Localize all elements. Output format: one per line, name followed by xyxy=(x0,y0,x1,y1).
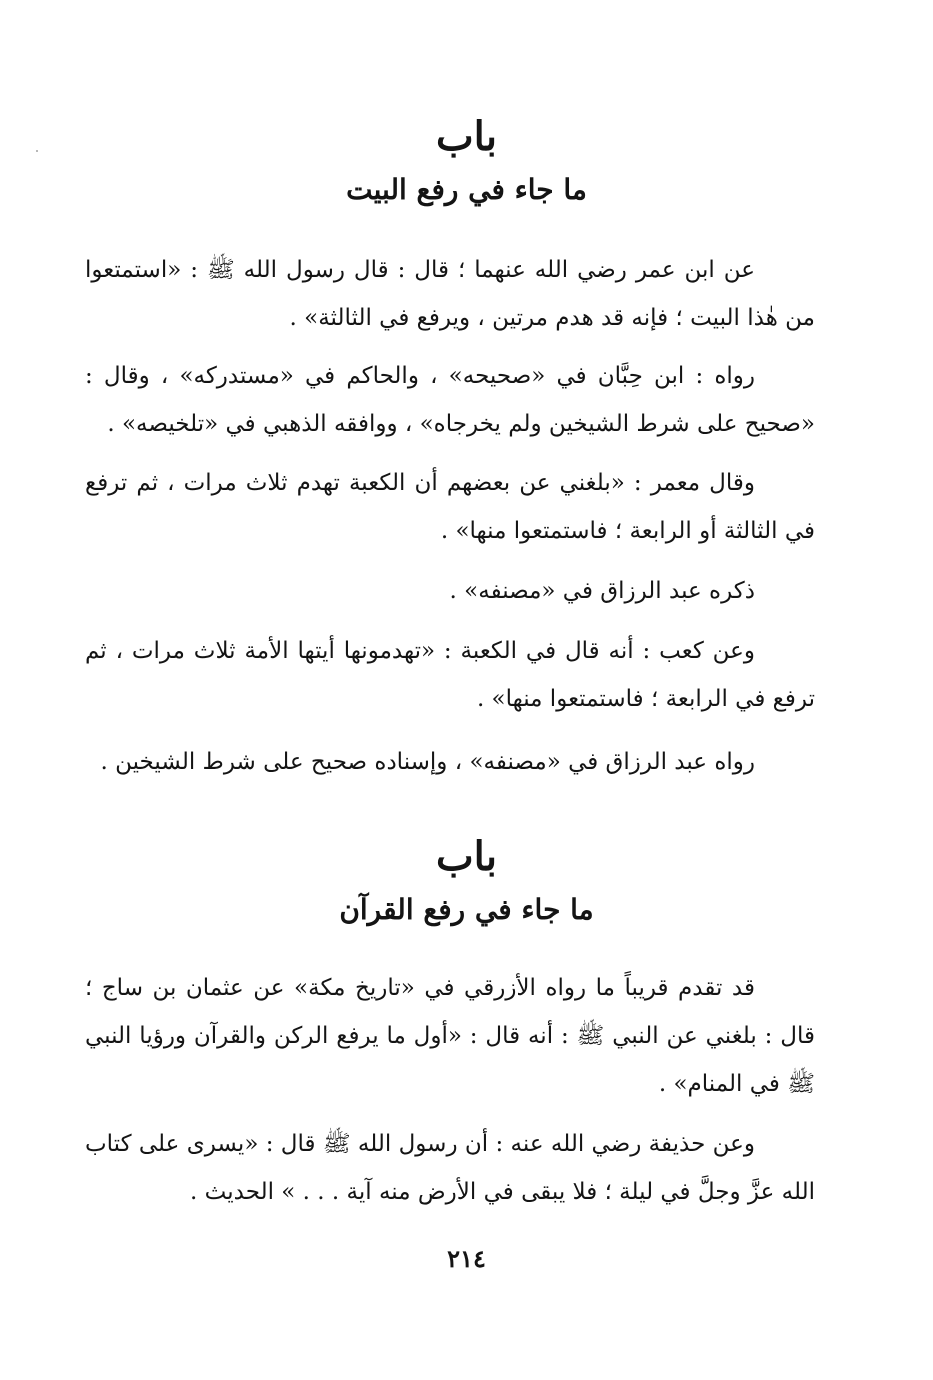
section-2-title: باب xyxy=(436,833,497,880)
paragraph: رواه : ابن حِبَّان في «صحيحه» ، والحاكم في «مستدركه» ، وقال : «صحيح على شرط الشيخين ولم يخرجاه» ، ووافقه الذهبي في «تلخيصه» . xyxy=(85,363,815,437)
paragraph: قد تقدم قريباً ما رواه الأزرقي في «تاريخ مكة» عن عثمان بن ساج ؛ قال : بلغني عن النبي ﷺ : أنه قال : «أول ما يرفع الركن والقرآن ورؤيا النبي ﷺ في المنام» . xyxy=(85,975,815,1097)
section-2-subtitle: ما جاء في رفع القرآن xyxy=(339,893,594,926)
section-1-title: باب xyxy=(436,113,497,160)
paragraph: ذكره عبد الرزاق في «مصنفه» . xyxy=(449,578,755,604)
paragraph: وعن كعب : أنه قال في الكعبة : «تهدمونها أيتها الأمة ثلاث مرات ، ثم ترفع في الرابعة ؛ فاستمتعوا منها» . xyxy=(85,638,815,712)
paragraph: وعن حذيفة رضي الله عنه : أن رسول الله ﷺ قال : «يسرى على كتاب الله عزَّ وجلَّ في ليلة ؛ فلا يبقى في الأرض منه آية . . . » الحديث . xyxy=(85,1131,815,1205)
page-number: ٢١٤ xyxy=(447,1244,486,1273)
paragraph: رواه عبد الرزاق في «مصنفه» ، وإسناده صحيح على شرط الشيخين . xyxy=(100,749,755,775)
section-1-subtitle: ما جاء في رفع البيت xyxy=(346,173,587,206)
paragraph: وقال معمر : «بلغني عن بعضهم أن الكعبة تهدم ثلاث مرات ، ثم ترفع في الثالثة أو الرابعة ؛ فاستمتعوا منها» . xyxy=(85,470,815,544)
paragraph: عن ابن عمر رضي الله عنهما ؛ قال : قال رسول الله ﷺ : «استمتعوا من هٰذا البيت ؛ فإنه قد هدم مرتين ، ويرفع في الثالثة» . xyxy=(85,257,815,331)
